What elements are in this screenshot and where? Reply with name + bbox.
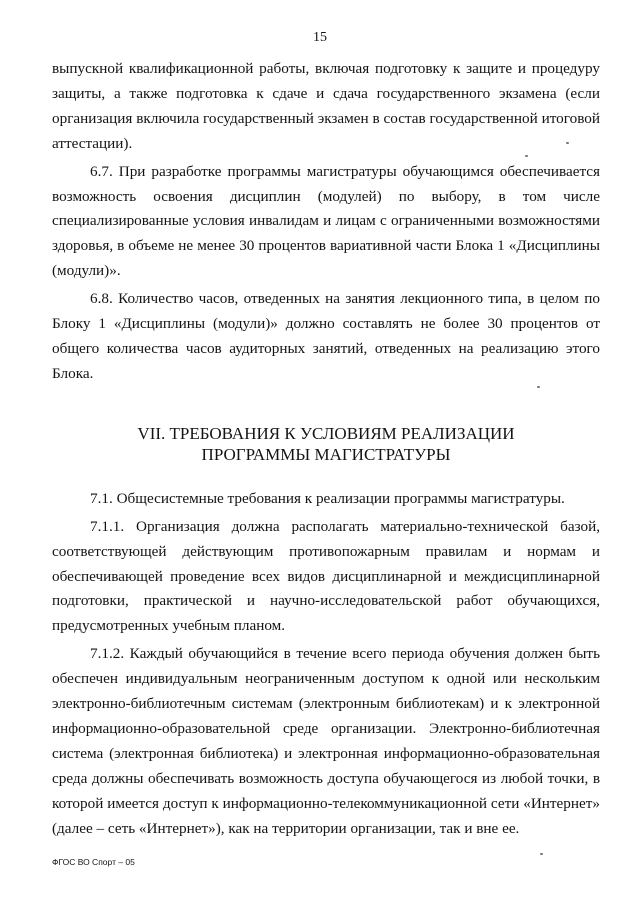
paragraph-7-1-1: 7.1.1. Организация должна располагать материально-технической базой, соответствующей действующим противопожарным правилам и нормам и обеспечивающей проведение всех видов дисциплинарной и междисциплинарной подготовки, практической и научно-исследовательской работ обучающихся, предусмотренных учебным планом.	[52, 517, 600, 635]
paragraph-continuation: выпускной квалификационной работы, включая подготовку к защите и процедуру защиты, а также подготовка к сдаче и сдача государственного экзамена (если организация включила государственный экзамен в состав государственной итоговой аттестации).	[52, 60, 600, 152]
scan-speck	[540, 853, 543, 855]
section-heading: VII. ТРЕБОВАНИЯ К УСЛОВИЯМ РЕАЛИЗАЦИИ ПРОГРАММЫ МАГИСТРАТУРЫ	[137, 423, 515, 464]
scan-speck	[537, 386, 540, 388]
page-content	[52, 57, 600, 844]
paragraph-7-1-2: 7.1.2. Каждый обучающийся в течение всего периода обучения должен быть обеспечен индивидуальным неограниченным доступом к одной или нескольким электронно-библиотечным системам (электронным библиотекам) и к электронной информационно-образовательной среде организации. Электронно-библиотечная система (электронная библиотека) и электронная информационно-образовательная среда должны обеспечивать возможность доступа обучающегося из любой точки, в которой имеется доступ к информационно-телекоммуникационной сети «Интернет» (далее – сеть «Интернет»), как на территории организации, так и вне ее.	[52, 645, 600, 837]
scan-speck	[566, 142, 569, 144]
paragraph-6-8: 6.8. Количество часов, отведенных на занятия лекционного типа, в целом по Блоку 1 «Дисциплины (модули)» должно составлять не более 30 процентов от общего количества часов аудиторных занятий, отведенных на реализацию этого Блока.	[52, 290, 600, 382]
footer-label: ФГОС ВО Спорт – 05	[52, 857, 135, 867]
page-number: 15	[313, 30, 327, 45]
scan-speck	[525, 155, 528, 157]
paragraph-7-1: 7.1. Общесистемные требования к реализации программы магистратуры.	[90, 489, 565, 507]
paragraph-6-7: 6.7. При разработке программы магистратуры обучающимся обеспечивается возможность освоения дисциплин (модулей) по выбору, в том числе специализированные условия инвалидам и лицам с ограниченными возможностями здоровья, в объеме не менее 30 процентов вариативной части Блока 1 «Дисциплины (модули)».	[52, 162, 600, 280]
